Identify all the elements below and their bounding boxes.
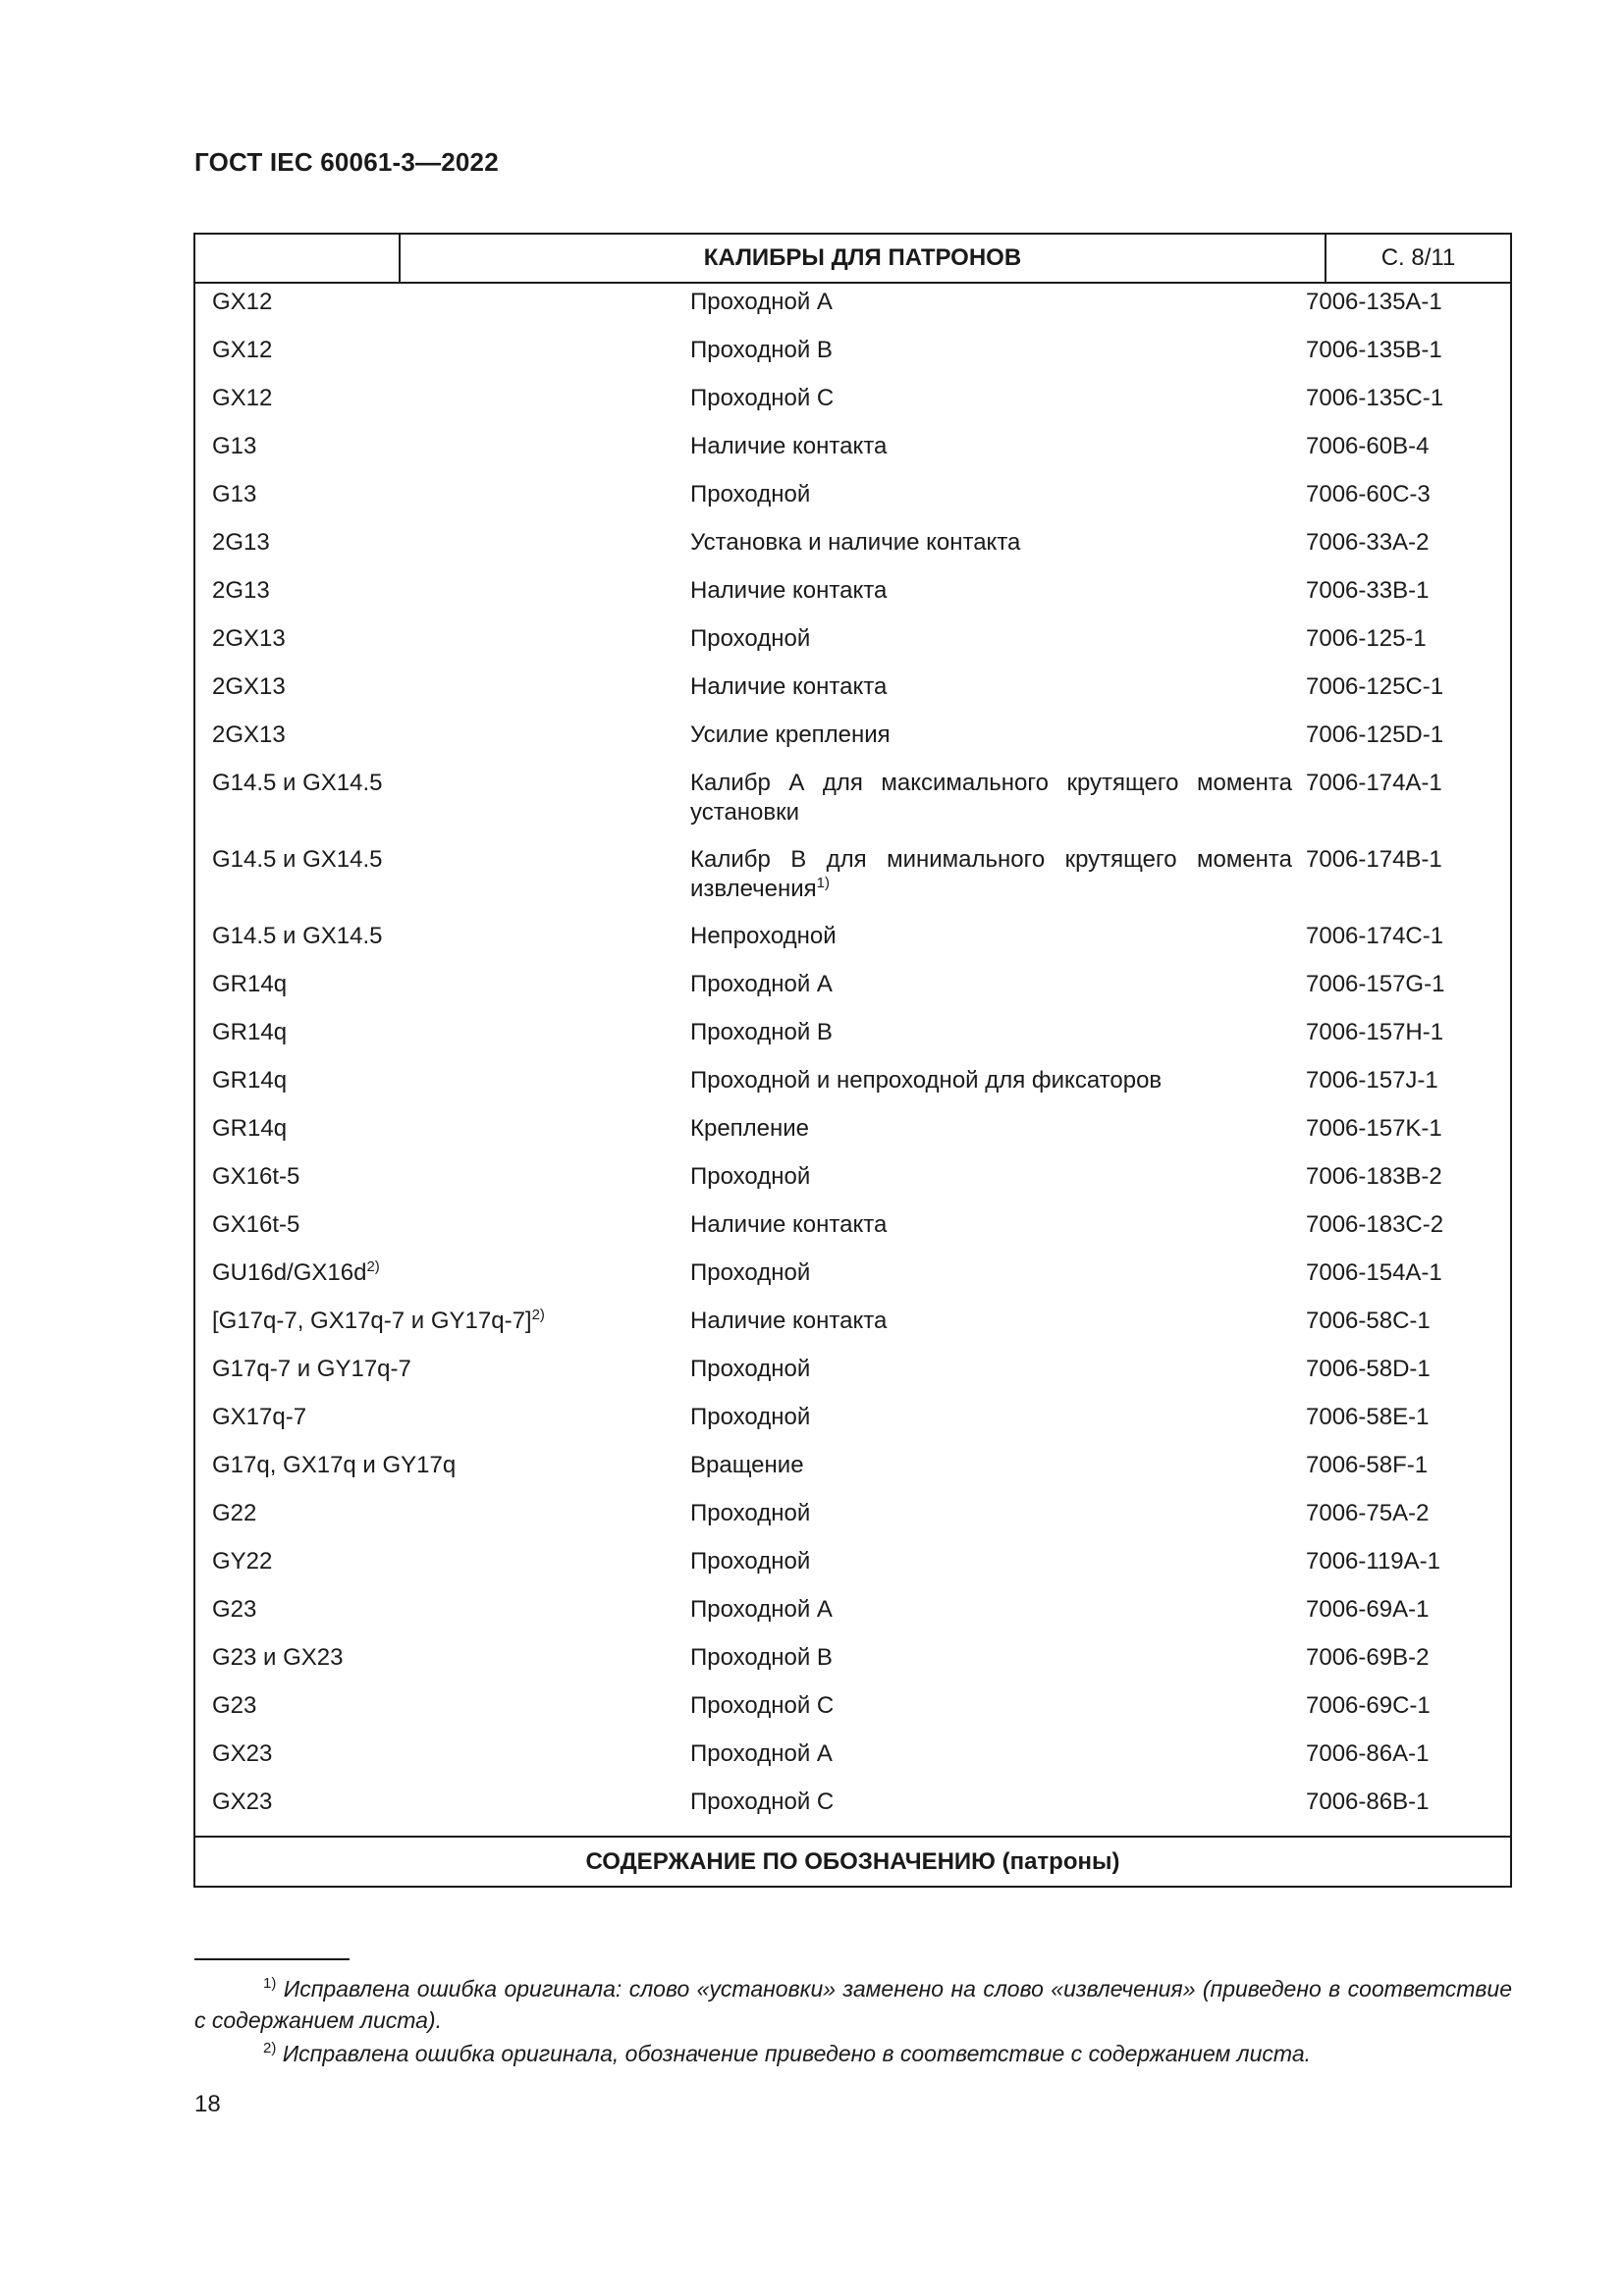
cap-designation: GX12: [212, 385, 273, 411]
sheet-code: 7006-183B-2: [1306, 1163, 1442, 1190]
table-row: [195, 1066, 1510, 1095]
cap-designation: 2GX13: [212, 673, 286, 700]
cap-designation: GY22: [212, 1548, 273, 1575]
cap-designation: GX16t-5: [212, 1211, 300, 1238]
gauge-type: Наличие контакта: [690, 1211, 888, 1238]
table-row: [195, 1162, 1510, 1192]
cap-designation: GR14q: [212, 971, 288, 997]
cap-designation: G17q, GX17q и GY17q: [212, 1452, 457, 1478]
cap-designation: G14.5 и GX14.5: [212, 770, 383, 796]
header-empty-cell: [195, 235, 401, 282]
footnote-divider: [194, 1958, 350, 1960]
sheet-code: 7006-69A-1: [1306, 1596, 1430, 1623]
cap-designation: G17q-7 и GY17q-7: [212, 1356, 411, 1382]
sheet-code: 7006-75A-2: [1306, 1500, 1430, 1526]
table-row: [195, 672, 1510, 702]
footnote-ref: 1): [816, 875, 831, 891]
cap-designation: GR14q: [212, 1115, 288, 1142]
gauge-type: Проходной и непроходной для фиксаторов: [690, 1067, 1163, 1094]
gauge-type: Проходной: [690, 1500, 811, 1526]
footnote-ref: 2): [366, 1258, 380, 1275]
sheet-code: 7006-174B-1: [1306, 846, 1442, 873]
table-row: [195, 1595, 1510, 1625]
footnotes: [194, 1973, 1512, 2069]
sheet-code: 7006-86B-1: [1306, 1789, 1430, 1815]
footnote-text: Исправлена ошибка оригинала: слово «установки» заменено на слово «извлечения» (приведено в соответствие с содержанием листа).: [194, 1976, 1512, 2033]
gauge-type: Проходной B: [690, 1644, 833, 1671]
footnote-text: Исправлена ошибка оригинала, обозначение приведено в соответствие с содержанием листа.: [282, 2041, 1311, 2066]
sheet-code: 7006-174C-1: [1306, 923, 1444, 949]
sheet-code: 7006-125-1: [1306, 625, 1427, 652]
gauge-type: Наличие контакта: [690, 577, 888, 604]
table-header: [195, 235, 1510, 284]
table-row: [195, 1499, 1510, 1528]
sheet-code: 7006-135A-1: [1306, 289, 1442, 315]
table-row: [195, 336, 1510, 365]
sheet-code: 7006-60C-3: [1306, 481, 1431, 507]
sheet-code: 7006-157J-1: [1306, 1067, 1438, 1094]
table-row: [195, 432, 1510, 461]
gauge-type: Усилие крепления: [690, 721, 891, 748]
gauge-type: Проходной: [690, 1404, 811, 1430]
footnote-1: [194, 1973, 1512, 2036]
table-row: [195, 922, 1510, 951]
sheet-code: 7006-157H-1: [1306, 1019, 1444, 1045]
gauge-type: Проходной C: [690, 1789, 835, 1815]
table-row: [195, 1547, 1510, 1576]
cap-designation: 2G13: [212, 529, 270, 556]
table-row: [195, 1355, 1510, 1384]
cap-designation: G22: [212, 1500, 257, 1526]
gauge-type: Проходной: [690, 625, 811, 652]
cap-designation: GR14q: [212, 1067, 288, 1094]
table-row: [195, 576, 1510, 606]
sheet-code: 7006-86A-1: [1306, 1740, 1430, 1767]
cap-designation: GX16t-5: [212, 1163, 300, 1190]
gauge-type: Проходной: [690, 1356, 811, 1382]
table-heading: КАЛИБРЫ ДЛЯ ПАТРОНОВ: [401, 235, 1326, 282]
table-row: [195, 769, 1510, 828]
table-row: [195, 624, 1510, 654]
table-row: [195, 845, 1510, 904]
sheet-code: 7006-33A-2: [1306, 529, 1430, 556]
gauge-type: Установка и наличие контакта: [690, 529, 1021, 556]
table-row: [195, 721, 1510, 750]
cap-designation: GX23: [212, 1740, 273, 1767]
sheet-code: 7006-183C-2: [1306, 1211, 1444, 1238]
cap-designation: G14.5 и GX14.5: [212, 846, 383, 873]
table-body: [195, 284, 1510, 1817]
footnote-2: [194, 2038, 1512, 2069]
gauge-type: Проходной: [690, 1548, 811, 1575]
table-row: [195, 1643, 1510, 1673]
gauge-type: Наличие контакта: [690, 673, 888, 700]
gauge-type: Проходной B: [690, 337, 833, 363]
cap-designation: G14.5 и GX14.5: [212, 923, 383, 949]
sheet-code: 7006-157G-1: [1306, 971, 1445, 997]
table-row: [195, 970, 1510, 999]
sheet-code: 7006-69C-1: [1306, 1692, 1431, 1719]
gauge-type: Проходной A: [690, 289, 833, 315]
cap-designation: 2GX13: [212, 625, 286, 652]
table-row: [195, 1307, 1510, 1336]
table-row: [195, 528, 1510, 558]
sheet-code: 7006-58D-1: [1306, 1356, 1431, 1382]
table-row: [195, 1739, 1510, 1769]
footnote-mark: 1): [263, 1975, 277, 1992]
sheet-code: 7006-60B-4: [1306, 433, 1430, 459]
gauge-type: Проходной C: [690, 385, 835, 411]
cap-designation: 2GX13: [212, 721, 286, 748]
document-header: ГОСТ IEC 60061-3—2022: [194, 147, 499, 177]
sheet-code: 7006-174A-1: [1306, 770, 1442, 796]
sheet-code: 7006-135B-1: [1306, 337, 1442, 363]
gauge-type: Крепление: [690, 1115, 810, 1142]
gauge-type: Наличие контакта: [690, 1308, 888, 1334]
sheet-code: 7006-119A-1: [1306, 1548, 1440, 1575]
sheet-code: 7006-69B-2: [1306, 1644, 1430, 1671]
cap-designation: G23: [212, 1692, 257, 1719]
cap-designation: GX12: [212, 337, 273, 363]
sheet-code: 7006-58E-1: [1306, 1404, 1430, 1430]
gauge-type: Калибр В для минимального крутящего момента извлечения$^{1)}$: [690, 846, 1292, 902]
table-row: [195, 1018, 1510, 1047]
table-row: [195, 1258, 1510, 1288]
gauge-type: Проходной A: [690, 1596, 833, 1623]
gauge-type: Проходной C: [690, 1692, 835, 1719]
sheet-code: 7006-58F-1: [1306, 1452, 1429, 1478]
table-row: [195, 1788, 1510, 1817]
table-row: [195, 384, 1510, 413]
sheet-code: 7006-157K-1: [1306, 1115, 1442, 1142]
sheet-code: 7006-33B-1: [1306, 577, 1430, 604]
gauge-type: Вращение: [690, 1452, 804, 1478]
cap-designation: GX17q-7: [212, 1404, 307, 1430]
gauge-type: Проходной A: [690, 971, 833, 997]
table-footer: СОДЕРЖАНИЕ ПО ОБОЗНАЧЕНИЮ (патроны): [195, 1836, 1510, 1886]
gauges-table: [193, 233, 1512, 1888]
cap-designation: GX23: [212, 1789, 273, 1815]
cap-designation: [G17q-7, GX17q-7 и GY17q-7]$^{2)}$: [212, 1307, 545, 1334]
table-row: [195, 1210, 1510, 1240]
table-row: [195, 1691, 1510, 1721]
cap-designation: $GU16d/GX16d^{2)}$: [212, 1258, 380, 1286]
sheet-code: 7006-154A-1: [1306, 1259, 1442, 1286]
table-row: [195, 480, 1510, 509]
cap-designation: G13: [212, 433, 257, 459]
sheet-number: С. 8/11: [1380, 244, 1456, 271]
footnote-ref: 2): [531, 1307, 545, 1323]
gauge-type: Непроходной: [690, 923, 837, 949]
gauge-type: Проходной: [690, 1163, 811, 1190]
gauge-type: Проходной: [690, 481, 811, 507]
sheet-code: 7006-125C-1: [1306, 673, 1444, 700]
footnote-mark: 2): [263, 2040, 277, 2056]
cap-designation: GX12: [212, 289, 273, 315]
table-row: [195, 288, 1510, 317]
page-number: 18: [194, 2091, 221, 2117]
gauge-type: Проходной A: [690, 1740, 833, 1767]
cap-designation: GR14q: [212, 1019, 288, 1045]
table-row: [195, 1403, 1510, 1432]
cap-designation: G13: [212, 481, 257, 507]
sheet-code: 7006-135C-1: [1306, 385, 1444, 411]
table-row: [195, 1451, 1510, 1480]
cap-designation: 2G13: [212, 577, 270, 604]
table-row: [195, 1114, 1510, 1144]
gauge-type: Наличие контакта: [690, 433, 888, 459]
sheet-code: 7006-125D-1: [1306, 721, 1444, 748]
gauge-type: Проходной B: [690, 1019, 833, 1045]
cap-designation: G23 и GX23: [212, 1644, 344, 1671]
cap-designation: G23: [212, 1596, 257, 1623]
gauge-type: Калибр А для максимального крутящего момента установки: [690, 770, 1292, 826]
sheet-code: 7006-58C-1: [1306, 1308, 1431, 1334]
gauge-type: Проходной: [690, 1259, 811, 1286]
